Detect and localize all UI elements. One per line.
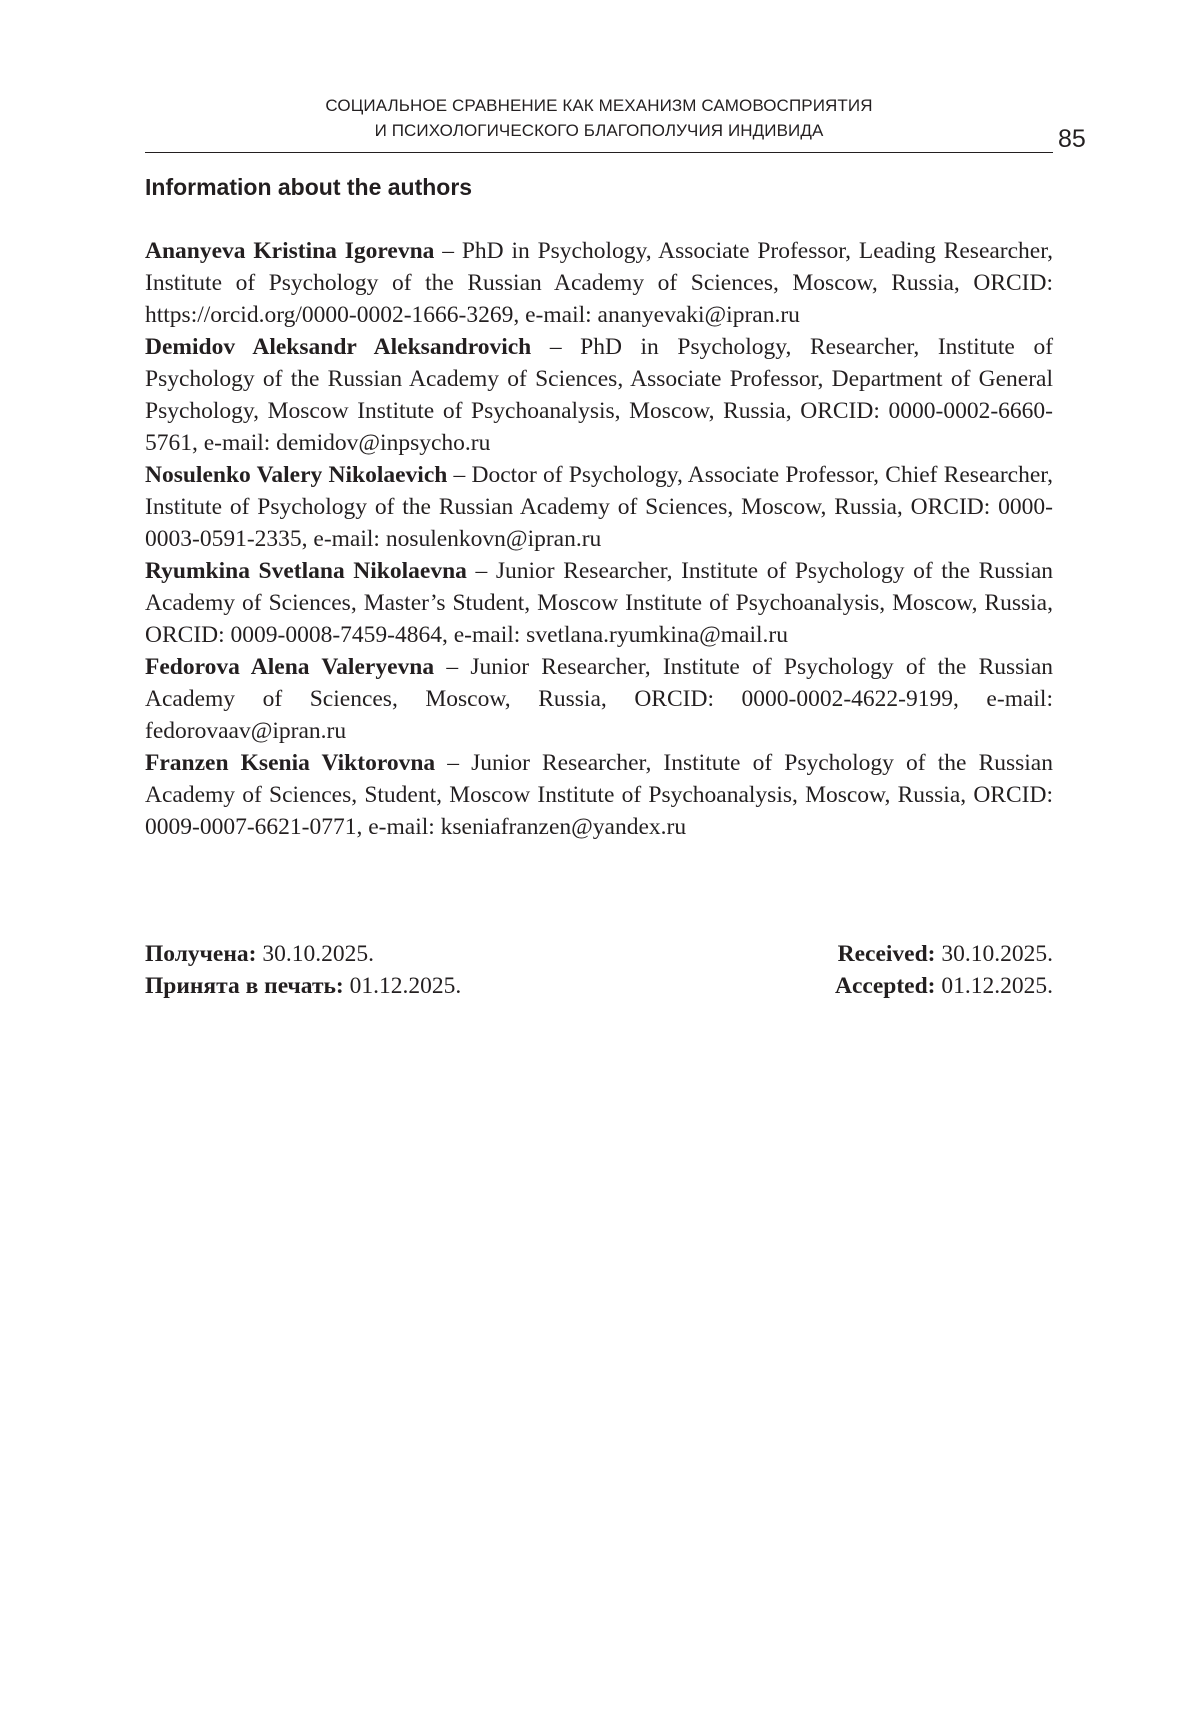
accepted-ru-value: 01.12.2025. [343,973,462,999]
author-name: Fedorova Alena Valeryevna [145,654,435,680]
header-rule [145,152,1053,153]
authors-list [145,235,1053,843]
author-details: Junior Researcher, Institute of Psychology of the Russian Academy of Sciences, Moscow, Russia, ORCID: 0000-0002-4622-9199, e-mail: fedorovaav@ipran.ru [145,654,1054,744]
received-ru [145,938,374,970]
author-name: Franzen Ksenia Viktorovna [145,750,436,776]
accepted-en-value: 01.12.2025. [935,973,1053,999]
running-head [145,93,1053,143]
author-entry [145,747,1053,843]
author-details: Junior Researcher, Institute of Psychology of the Russian Academy of Sciences, Student, Moscow Institute of Psychoanalysis, Moscow, Russia, ORCID: 0009-0007-6621-0771, e-mail: kseniafranzen@yandex.ru [145,750,1053,840]
author-name: Ananyeva Kristina Igorevna [145,238,435,264]
author-separator: – [447,462,472,488]
received-ru-label: Получена: [145,941,257,967]
author-name: Demidov Aleksandr Aleksandrovich [145,334,532,360]
author-name: Nosulenko Valery Nikolaevich [145,462,448,488]
received-row [145,938,1053,970]
author-separator: – [531,334,581,360]
author-entry [145,459,1053,555]
author-entry [145,555,1053,651]
received-en-label: Received: [837,941,936,967]
running-title-line1: СОЦИАЛЬНОЕ СРАВНЕНИЕ КАК МЕХАНИЗМ САМОВОСПРИЯТИЯ [325,96,873,115]
received-en [838,938,1053,970]
received-en-value: 30.10.2025. [935,941,1053,967]
author-details: Doctor of Psychology, Associate Professor, Chief Researcher, Institute of Psychology of the Russian Academy of Sciences, Moscow, Russia, ORCID: 0000-0003-0591-2335, e-mail: nosulenkovn@ipran.ru [145,462,1054,552]
author-entry [145,235,1053,331]
running-title-line2: И ПСИХОЛОГИЧЕСКОГО БЛАГОПОЛУЧИЯ ИНДИВИДА [374,121,824,140]
publication-dates [145,938,1053,1002]
author-separator: – [466,558,496,584]
accepted-ru [145,970,461,1002]
author-details: PhD in Psychology, Researcher, Institute of Psychology of the Russian Academy of Sciences, Associate Professor, Department of General Psychology, Moscow Institute of Psychoanalysis, Moscow, Russia, ORCID: 0000-0002-6660-5761, e-mail: demidov@inpsycho.ru [145,334,1054,456]
author-separator: – [435,750,472,776]
section-title: Information about the authors [145,174,473,200]
accepted-ru-label: Принята в печать: [145,973,344,999]
page-number: 85 [1058,125,1086,153]
received-ru-value: 30.10.2025. [256,941,374,967]
accepted-en-label: Accepted: [835,973,936,999]
author-entry [145,331,1053,459]
author-details: Junior Researcher, Institute of Psychology of the Russian Academy of Sciences, Master’s Student, Moscow Institute of Psychoanalysis, Moscow, Russia, ORCID: 0009-0008-7459-4864, e-mail: svetlana.ryumkina@mail.ru [145,558,1054,648]
author-entry [145,651,1053,747]
author-name: Ryumkina Svetlana Nikolaevna [145,558,467,584]
accepted-en [835,970,1053,1002]
author-separator: – [434,654,471,680]
author-details: PhD in Psychology, Associate Professor, Leading Researcher, Institute of Psychology of the Russian Academy of Sciences, Moscow, Russia, ORCID: https://orcid.org/0000-0002-1666-3269, e-mail: ananyevaki@ipran.ru [145,238,1054,328]
accepted-row [145,970,1053,1002]
author-separator: – [434,238,462,264]
